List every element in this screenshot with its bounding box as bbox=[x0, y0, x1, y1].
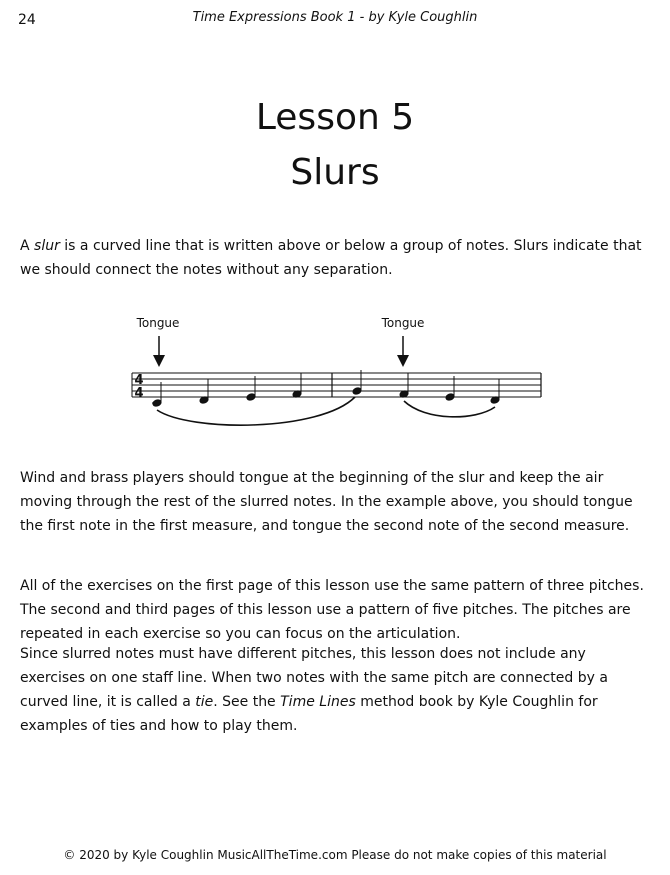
lesson-title: Lesson 5 bbox=[255, 97, 415, 138]
measure-1-notes bbox=[152, 373, 302, 407]
time-signature-bottom: 4 bbox=[134, 386, 144, 401]
note-1 bbox=[152, 382, 162, 407]
tongue-label-1: Tongue bbox=[136, 316, 180, 330]
ties-text-middle: . See the bbox=[213, 694, 281, 710]
tie-term: tie bbox=[195, 694, 214, 710]
note-8 bbox=[490, 379, 500, 404]
intro-paragraph bbox=[20, 234, 650, 282]
slur-2 bbox=[404, 401, 495, 417]
tongue-arrowhead-1 bbox=[153, 355, 165, 367]
copyright-footer: © 2020 by Kyle Coughlin MusicAllTheTime.com Please do not make copies of this material bbox=[63, 848, 607, 862]
ties-text-start: Since slurred notes must have different pitches, this lesson does not include any exercises on one staff line. When two notes with the same pitch are connected by a curved line, it is called a bbox=[20, 646, 608, 710]
running-title: Time Expressions Book 1 - by Kyle Coughlin bbox=[192, 10, 478, 25]
tongue-label-2: Tongue bbox=[381, 316, 425, 330]
note-5 bbox=[352, 370, 362, 395]
tonguing-paragraph: Wind and brass players should tongue at the beginning of the slur and keep the air moving through the rest of the slurred notes. In the example above, you should tongue the first note in the first measure, and tongue the second note of the second measure. bbox=[20, 470, 633, 534]
time-signature-top: 4 bbox=[134, 373, 144, 388]
staff-lines bbox=[132, 373, 541, 397]
note-6 bbox=[399, 373, 409, 398]
page-number: 24 bbox=[18, 12, 36, 28]
note-2 bbox=[199, 379, 209, 404]
ties-text-end: method book by Kyle Coughlin for examples of ties and how to play them. bbox=[20, 694, 598, 734]
note-4 bbox=[292, 373, 302, 398]
slur-1 bbox=[157, 397, 355, 425]
note-3 bbox=[246, 376, 256, 401]
slur-notation-example bbox=[0, 300, 670, 440]
book-title: Time Lines bbox=[280, 694, 356, 710]
lesson-subtitle: Slurs bbox=[290, 152, 380, 193]
ties-paragraph bbox=[20, 642, 650, 738]
intro-text-start: A bbox=[20, 238, 35, 254]
tongue-arrowhead-2 bbox=[397, 355, 409, 367]
note-7 bbox=[445, 376, 455, 401]
measure-2-notes bbox=[352, 370, 500, 404]
pitch-pattern-paragraph: All of the exercises on the first page of this lesson use the same pattern of three pitches. The second and third pages of this lesson use a pattern of five pitches. The pitches are repeated in each exercise so you can focus on the articulation. bbox=[20, 578, 644, 642]
intro-text-end: is a curved line that is written above or below a group of notes. Slurs indicate that we should connect the notes without any separation. bbox=[20, 238, 642, 278]
slur-term: slur bbox=[34, 238, 60, 254]
